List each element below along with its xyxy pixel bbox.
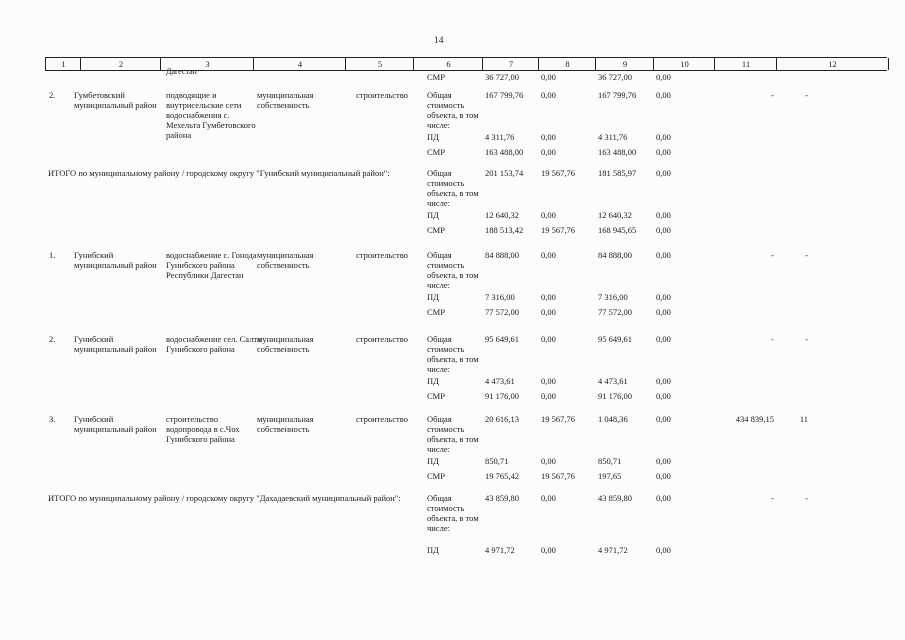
row-number: 2.: [49, 90, 56, 100]
cell-col10: 0,00: [656, 493, 671, 503]
header-col-3: 3: [160, 58, 254, 70]
cost-label: ПД: [427, 210, 439, 220]
cost-label: стоимость: [427, 424, 465, 434]
cell-col9: 163 488,00: [598, 147, 637, 157]
cost-label: числе:: [427, 198, 450, 208]
cell-col10: 0,00: [656, 72, 671, 82]
object-line: строительство: [166, 414, 218, 424]
cell-col8: 0,00: [541, 210, 556, 220]
cell-col11: -: [771, 334, 774, 344]
cell-col9: 168 945,65: [598, 225, 637, 235]
cell-col7: 850,71: [485, 456, 509, 466]
cell-col8: 19 567,76: [541, 168, 575, 178]
cell-col7: 95 649,61: [485, 334, 519, 344]
district-line: Гунибский: [74, 414, 114, 424]
cell-col12: 11: [799, 414, 808, 424]
cost-label: СМР: [427, 391, 445, 401]
header-col-12: 12: [776, 58, 889, 70]
cell-col9: 43 859,80: [598, 493, 632, 503]
cost-label: Общая: [427, 168, 452, 178]
cell-col7: 4 473,61: [485, 376, 515, 386]
cell-col7: 19 765,42: [485, 471, 519, 481]
cell-col8: 0,00: [541, 334, 556, 344]
cell-col9: 1 048,36: [598, 414, 628, 424]
subtotal-label: ИТОГО по муниципальному району / городскому округу "Гунибский муниципальный район":: [48, 168, 390, 178]
cell-col8: 0,00: [541, 132, 556, 142]
cell-col10: 0,00: [656, 307, 671, 317]
cost-label: Общая: [427, 414, 452, 424]
cell-col8: 0,00: [541, 72, 556, 82]
cell-col8: 0,00: [541, 147, 556, 157]
cost-label: числе:: [427, 280, 450, 290]
cell-col10: 0,00: [656, 132, 671, 142]
cost-label: ПД: [427, 545, 439, 555]
ownership-line: муниципальная: [257, 334, 314, 344]
cell-col10: 0,00: [656, 225, 671, 235]
header-col-7: 7: [482, 58, 539, 70]
cost-label: стоимость: [427, 503, 465, 513]
object-line: Республики Дагестан: [166, 270, 244, 280]
cost-label: Общая: [427, 250, 452, 260]
cost-label: ПД: [427, 376, 439, 386]
cell-col8: 0,00: [541, 391, 556, 401]
district-line: муниципальный район: [74, 344, 157, 354]
work-type: строительство: [356, 90, 408, 100]
cell-col9: 84 888,00: [598, 250, 632, 260]
cost-label: объекта, в том: [427, 434, 479, 444]
cost-label: Общая: [427, 90, 452, 100]
work-type: строительство: [356, 334, 408, 344]
cell-col9: 167 799,76: [598, 90, 637, 100]
object-line: Гунибского района: [166, 434, 235, 444]
object-line: водоснабжение сел. Салта: [166, 334, 261, 344]
cell-col7: 43 859,80: [485, 493, 519, 503]
cell-col8: 19 567,76: [541, 225, 575, 235]
object-line: водопровода в с.Чох: [166, 424, 240, 434]
cell-col10: 0,00: [656, 456, 671, 466]
district-line: муниципальный район: [74, 424, 157, 434]
subtotal-label: ИТОГО по муниципальному району / городскому округу "Дахадаевский муниципальный район":: [48, 493, 401, 503]
cost-label: объекта, в том: [427, 513, 479, 523]
cell-col9: 4 311,76: [598, 132, 628, 142]
cell-col9: 4 473,61: [598, 376, 628, 386]
cell-col9: 95 649,61: [598, 334, 632, 344]
cell-col8: 0,00: [541, 307, 556, 317]
ownership-line: муниципальная: [257, 250, 314, 260]
header-col-10: 10: [653, 58, 715, 70]
cell-col7: 4 971,72: [485, 545, 515, 555]
cost-label: числе:: [427, 364, 450, 374]
cost-label: числе:: [427, 120, 450, 130]
cost-label: объекта, в том: [427, 110, 479, 120]
cost-label: объекта, в том: [427, 188, 479, 198]
cell-col7: 4 311,76: [485, 132, 515, 142]
cell-col8: 0,00: [541, 376, 556, 386]
cost-label: СМР: [427, 147, 445, 157]
ownership-line: собственность: [257, 424, 310, 434]
header-col-8: 8: [538, 58, 596, 70]
cell-col7: 12 640,32: [485, 210, 519, 220]
cell-col7: 188 513,42: [485, 225, 524, 235]
object-line: Гунибского района: [166, 260, 235, 270]
cost-label: объекта, в том: [427, 354, 479, 364]
cell-col10: 0,00: [656, 90, 671, 100]
cell-col8: 0,00: [541, 493, 556, 503]
cell-col10: 0,00: [656, 147, 671, 157]
cell-col10: 0,00: [656, 334, 671, 344]
cell-col8: 19 567,76: [541, 414, 575, 424]
cell-col10: 0,00: [656, 210, 671, 220]
header-col-4: 4: [253, 58, 346, 70]
cell-col7: 20 616,13: [485, 414, 519, 424]
ownership-line: муниципальная: [257, 90, 314, 100]
cost-label: Общая: [427, 493, 452, 503]
object-line: Мехельта Гумбетовского: [166, 120, 256, 130]
cell-col7: 36 727,00: [485, 72, 519, 82]
cost-label: объекта, в том: [427, 270, 479, 280]
cell-col10: 0,00: [656, 376, 671, 386]
header-col-1: 1: [45, 58, 81, 70]
cell-col12: -: [805, 334, 808, 344]
cost-label: ПД: [427, 456, 439, 466]
cell-col9: 181 585,97: [598, 168, 637, 178]
district-line: муниципальный район: [74, 100, 157, 110]
ownership-line: муниципальная: [257, 414, 314, 424]
cell-col9: 7 316,00: [598, 292, 628, 302]
cost-label: стоимость: [427, 260, 465, 270]
cell-col8: 0,00: [541, 90, 556, 100]
object-line: подводящие и: [166, 90, 217, 100]
cell-col11: -: [771, 250, 774, 260]
row-number: 3.: [49, 414, 56, 424]
cost-label: стоимость: [427, 100, 465, 110]
cell-col11: 434 839,15: [735, 414, 774, 424]
cost-label: ПД: [427, 132, 439, 142]
cell-col7: 7 316,00: [485, 292, 515, 302]
cell-col9: 91 176,00: [598, 391, 632, 401]
cell-col7: 201 153,74: [485, 168, 524, 178]
cell-col7: 167 799,76: [485, 90, 524, 100]
header-col-11: 11: [714, 58, 777, 70]
cell-col10: 0,00: [656, 391, 671, 401]
cost-label: СМР: [427, 307, 445, 317]
cell-col10: 0,00: [656, 168, 671, 178]
cost-label: СМР: [427, 72, 445, 82]
ownership-line: собственность: [257, 344, 310, 354]
cell-col12: -: [805, 250, 808, 260]
cell-col9: 12 640,32: [598, 210, 632, 220]
object-line: Гунибского района: [166, 344, 235, 354]
cell-col10: 0,00: [656, 414, 671, 424]
cost-label: СМР: [427, 471, 445, 481]
cell-col8: 0,00: [541, 545, 556, 555]
page-number: 14: [434, 36, 444, 46]
cell-col10: 0,00: [656, 292, 671, 302]
cell-col12: -: [805, 493, 808, 503]
ownership-line: собственность: [257, 260, 310, 270]
district-line: Гунибский: [74, 334, 114, 344]
object-line: водоснабжение с. Гонода: [166, 250, 257, 260]
object-line: района: [166, 130, 192, 140]
cell-col7: 84 888,00: [485, 250, 519, 260]
cell-col11: -: [771, 90, 774, 100]
cell-col10: 0,00: [656, 250, 671, 260]
work-type: строительство: [356, 250, 408, 260]
cost-label: стоимость: [427, 178, 465, 188]
header-col-9: 9: [595, 58, 654, 70]
object-line: водоснабжения с.: [166, 110, 230, 120]
header-col-5: 5: [345, 58, 414, 70]
cell-col8: 19 567,76: [541, 471, 575, 481]
cell-col9: 197,65: [598, 471, 622, 481]
cost-label: ПД: [427, 292, 439, 302]
header-col-2: 2: [80, 58, 161, 70]
cost-label: числе:: [427, 523, 450, 533]
cell-col7: 163 488,00: [485, 147, 524, 157]
row-number: 2.: [49, 334, 56, 344]
district-line: Гунибский: [74, 250, 114, 260]
ownership-line: собственность: [257, 100, 310, 110]
cell-col9: 4 971,72: [598, 545, 628, 555]
cell-col8: 0,00: [541, 250, 556, 260]
cell-col8: 0,00: [541, 456, 556, 466]
cut-off-text: Дагестан: [166, 67, 197, 76]
cell-col10: 0,00: [656, 545, 671, 555]
cell-col9: 36 727,00: [598, 72, 632, 82]
cost-label: Общая: [427, 334, 452, 344]
cell-col12: -: [805, 90, 808, 100]
cost-label: стоимость: [427, 344, 465, 354]
cell-col10: 0,00: [656, 471, 671, 481]
cell-col7: 77 572,00: [485, 307, 519, 317]
cell-col9: 850,71: [598, 456, 622, 466]
cost-label: СМР: [427, 225, 445, 235]
cell-col9: 77 572,00: [598, 307, 632, 317]
work-type: строительство: [356, 414, 408, 424]
row-number: 1.: [49, 250, 56, 260]
cell-col11: -: [771, 493, 774, 503]
object-line: внутрисельские сети: [166, 100, 242, 110]
cell-col7: 91 176,00: [485, 391, 519, 401]
district-line: Гумбетовский: [74, 90, 125, 100]
cell-col8: 0,00: [541, 292, 556, 302]
header-col-6: 6: [413, 58, 483, 70]
cost-label: числе:: [427, 444, 450, 454]
district-line: муниципальный район: [74, 260, 157, 270]
